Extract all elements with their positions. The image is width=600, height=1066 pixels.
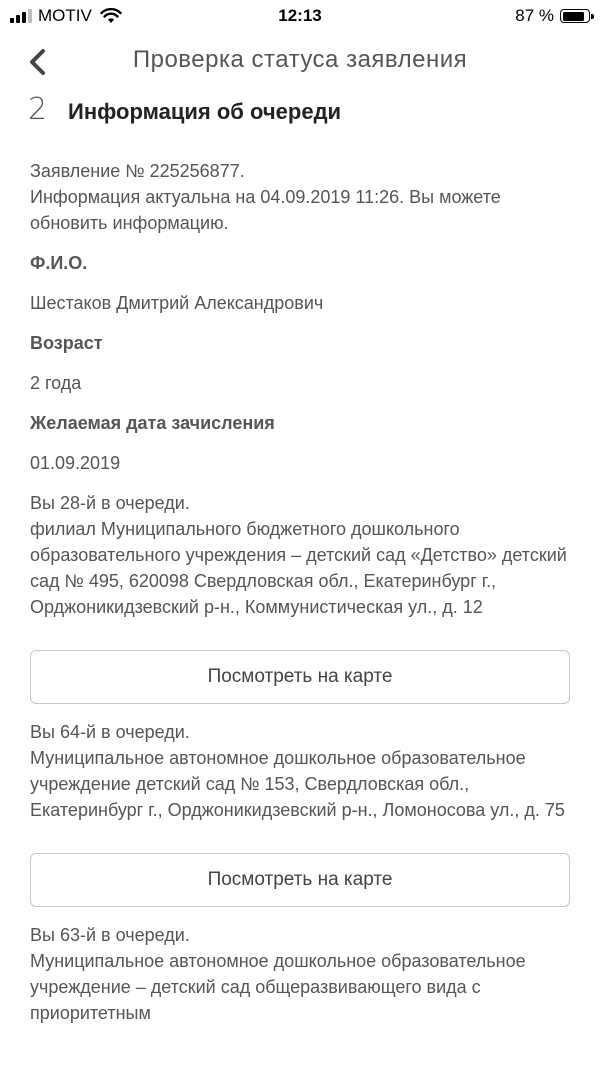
step-title: Информация об очереди	[68, 99, 342, 124]
queue-position: Вы 63-й в очереди.	[30, 925, 190, 945]
institution-address: филиал Муниципального бюджетного дошкольного образовательного учреждения – детский сад «Детство» детский сад № 495, 620098 Свердловская обл., Екатеринбург г., Орджоникидзевский р-н., Коммунистическая ул., д. 12	[30, 519, 567, 617]
age-value: 2 года	[30, 373, 82, 393]
status-right	[515, 6, 590, 26]
page-title: Проверка статуса заявления	[132, 46, 468, 73]
application-number: Заявление № 225256877.	[30, 161, 245, 181]
battery-icon	[560, 9, 590, 23]
view-on-map-button[interactable]: Посмотреть на карте	[30, 853, 570, 907]
queue-item	[30, 490, 572, 620]
enrollment-date-value: 01.09.2019	[30, 453, 121, 473]
actuality-text: Информация актуальна на 04.09.2019 11:26. Вы можете обновить информацию.	[30, 187, 501, 233]
status-time: 12:13	[278, 6, 322, 25]
queue-item	[30, 922, 572, 1026]
queue-position: Вы 64-й в очереди.	[30, 722, 190, 742]
age-label: Возраст	[30, 333, 103, 353]
step-header	[28, 92, 341, 127]
enrollment-date-label: Желаемая дата зачисления	[30, 413, 275, 433]
step-number: 2	[28, 92, 48, 127]
header	[0, 40, 600, 84]
institution-address: Муниципальное автономное дошкольное образовательное учреждение детский сад № 153, Свердловская обл., Екатеринбург г., Орджоникидзевский р-н., Ломоносова ул., д. 75	[30, 748, 565, 820]
status-bar	[0, 0, 600, 34]
fio-value: Шестаков Дмитрий Александрович	[30, 293, 324, 313]
queue-info-content	[30, 158, 572, 1026]
battery-percent: 87 %	[515, 6, 554, 25]
queue-position: Вы 28-й в очереди.	[30, 493, 190, 513]
queue-item	[30, 719, 572, 823]
carrier-name: MOTIV	[38, 6, 92, 25]
fio-label: Ф.И.О.	[30, 253, 88, 273]
view-on-map-button[interactable]: Посмотреть на карте	[30, 650, 570, 704]
institution-address: Муниципальное автономное дошкольное образовательное учреждение – детский сад общеразвивающего вида с приоритетным	[30, 951, 526, 1023]
